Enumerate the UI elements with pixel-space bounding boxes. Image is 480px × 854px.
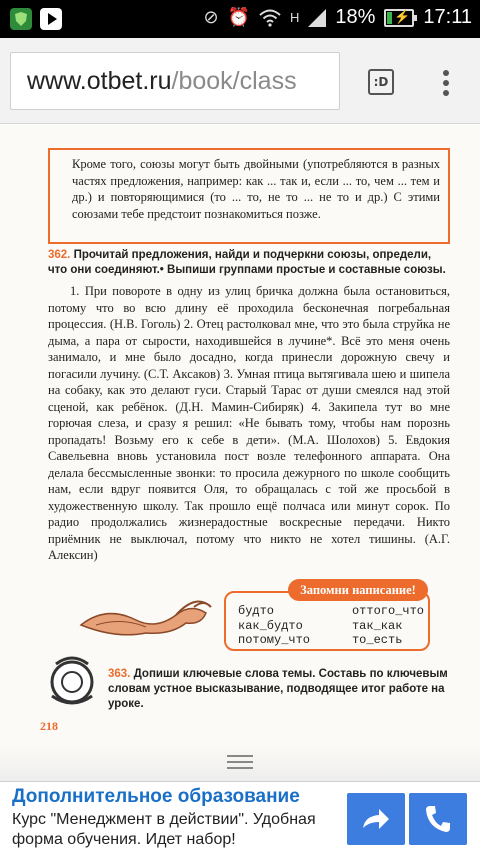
network-type-label: H bbox=[290, 10, 300, 25]
drag-handle[interactable] bbox=[0, 745, 480, 785]
signal-icon bbox=[308, 9, 326, 27]
body-paragraph: 1. При повороте в одну из улиц бричка должна была остановиться, потому что во всю длину её проходила бесконечная погребальная процессия. (Н.В. Гоголь) 2. Отец растолковал мне, что это была струйка не дыма, а пара от сырости, находившейся в лучине*. Всё это меня очень занимало, и мне было досадно, когда принесли дорожную свечу и погасили лучину. (С.Т. Аксаков) 3. Умная птица вытягивала шею и шипела на собаку, как это делают гуси. Старый Тарас от души смеялся над этой сценой, как ребёнок. (Д.Н. Мамин-Сибиряк) 4. Закипела тут во мне горючая слеза, и сразу я решил: «Не бывать тому, чтобы нам порознь пропадать! Возьму его к себе в дети». (М.А. Шолохов) 5. Евдокия Савельевна вновь установила пост возле телефонного аппарата. Она делала бессмысленные звонки: то просила дежурного по школе сообщить нам, если вдруг появится Оля, то обращалась с той же просьбой в художественную школу. Так прошло ещё полчаса или минут сорок. По радио продолжались жизнерадостные воскресные передачи. Никто приёмник не выключал, потому что никто не хотел тишины. (А.Г. Алексин) bbox=[48, 284, 450, 562]
status-bar bbox=[0, 0, 480, 38]
browser-toolbar bbox=[0, 38, 480, 124]
exercise-363-title bbox=[108, 667, 450, 712]
emblem-illustration bbox=[46, 652, 98, 708]
rule-box: Кроме того, союзы могут быть двойными (употребляются в разных частях предложения, например: как ... так и, если ... то, чем ... тем и др.) и повторяющимися (то ... то, не то ... не то и др.) С этими союзами тебе предстоит познакомиться позже. bbox=[48, 148, 450, 244]
phone-icon bbox=[424, 804, 452, 834]
overflow-menu-icon[interactable] bbox=[434, 66, 458, 100]
word-item: как_будто bbox=[238, 618, 303, 633]
exercise-number: 362. bbox=[48, 249, 71, 261]
ad-text: Курс "Менеджмент в действии". Удобная форма обучения. Идет набор! bbox=[12, 811, 316, 848]
exercise-task: Прочитай предложения, найди и подчеркни союзы, определи, что они соединяют.• Выпиши группами простые и составные союзы. bbox=[48, 249, 446, 276]
url-text bbox=[27, 67, 297, 96]
alarm-icon: ⏰ bbox=[227, 7, 250, 28]
ad-banner[interactable] bbox=[0, 781, 480, 854]
tab-switcher-button[interactable]: :D bbox=[368, 69, 394, 95]
word-item: будто bbox=[238, 604, 275, 618]
words-grid bbox=[238, 605, 424, 648]
wifi-icon bbox=[259, 9, 281, 27]
youtube-icon bbox=[40, 8, 62, 30]
exercise-number: 363. bbox=[108, 668, 131, 680]
word-item: оттого_что bbox=[351, 604, 424, 618]
url-path: /book/class bbox=[171, 67, 297, 95]
exercise-362-body bbox=[48, 283, 450, 564]
ad-title[interactable]: Дополнительное образование bbox=[12, 786, 300, 807]
ad-call-button[interactable] bbox=[409, 793, 467, 845]
ad-open-button[interactable] bbox=[347, 793, 405, 845]
status-time: 17:11 bbox=[423, 6, 472, 28]
exercise-task: Допиши ключевые слова темы. Составь по ключевым словам устное высказывание, подводящее итог работе на уроке. bbox=[108, 668, 448, 710]
book-page bbox=[0, 125, 480, 785]
remember-badge: Запомни написание! bbox=[288, 579, 428, 601]
word-item: так_как bbox=[351, 618, 403, 633]
battery-percent: 18% bbox=[335, 6, 376, 28]
word-item: потому_что bbox=[238, 633, 311, 647]
exercise-362-title bbox=[48, 248, 450, 278]
battery-icon: ⚡ bbox=[384, 9, 414, 27]
url-bar[interactable] bbox=[10, 52, 340, 110]
arrow-right-icon bbox=[361, 806, 391, 832]
shield-icon bbox=[10, 8, 32, 30]
word-item: то_есть bbox=[351, 633, 403, 647]
page-number: 218 bbox=[40, 719, 58, 733]
url-domain: www.otbet.ru bbox=[27, 67, 172, 95]
ornament-illustration bbox=[76, 595, 216, 645]
handle-icon bbox=[227, 755, 253, 769]
vibrate-off-icon: ⊘ bbox=[203, 7, 219, 28]
